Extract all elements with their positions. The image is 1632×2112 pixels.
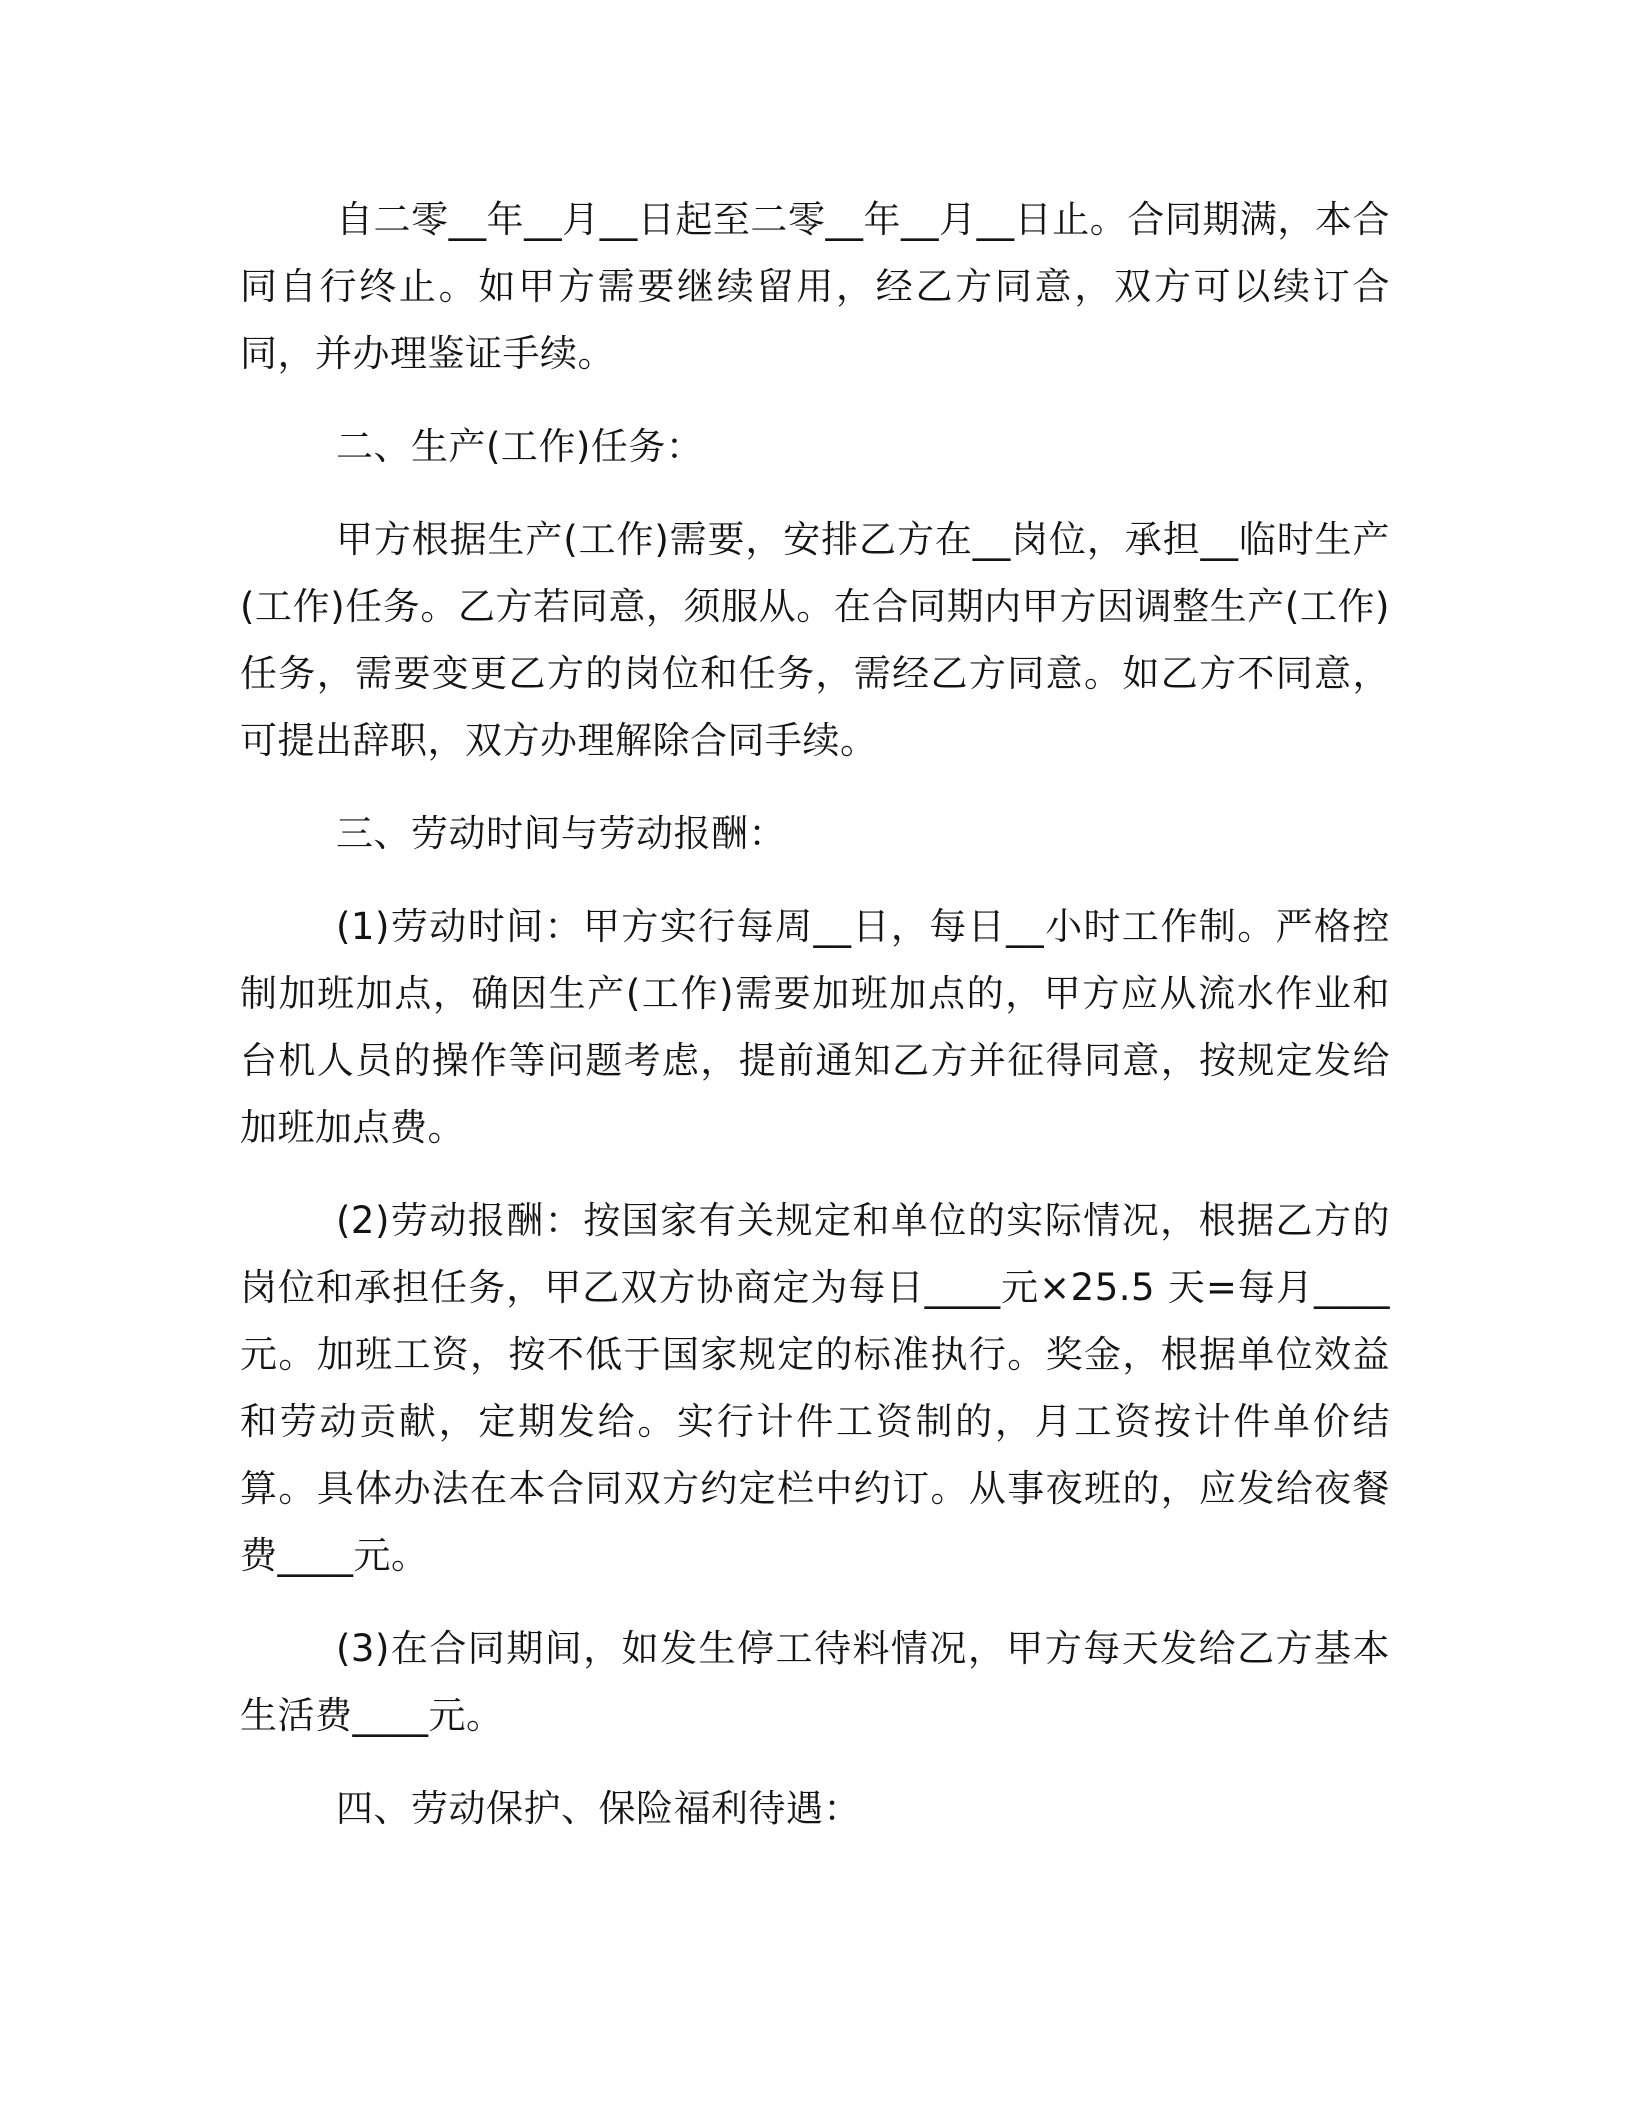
section-heading-labor-protection: 四、劳动保护、保险福利待遇： [336, 1787, 861, 1830]
paragraph-working-hours: (1)劳动时间：甲方实行每周__日，每日__小时工作制。严格控制加班加点，确因生产(工作)需要加班加点的，甲方应从流水作业和台机人员的操作等问题考虑，提前通知乙方并征得同意，按规定发给加班加点费。 [240, 905, 1390, 1149]
paragraph-production-tasks: 甲方根据生产(工作)需要，安排乙方在__岗位，承担__临时生产(工作)任务。乙方若同意，须服从。在合同期内甲方因调整生产(工作)任务，需要变更乙方的岗位和任务，需经乙方同意。如乙方不同意，可提出辞职，双方办理解除合同手续。 [240, 518, 1390, 762]
paragraph-remuneration: (2)劳动报酬：按国家有关规定和单位的实际情况，根据乙方的岗位和承担任务，甲乙双方协商定为每日____元×25.5 天=每月____元。加班工资，按不低于国家规定的标准执行。奖金，根据单位效益和劳动贡献，定期发给。实行计件工资制的，月工资按计件单价结算。具体办法在本合同双方约定栏中约订。从事夜班的，应发给夜餐费____元。 [240, 1199, 1390, 1577]
document-body [240, 186, 1390, 1868]
section-heading-production-tasks: 二、生产(工作)任务： [336, 425, 704, 468]
section-heading-working-hours-pay: 三、劳动时间与劳动报酬： [336, 812, 786, 855]
paragraph-work-stoppage: (3)在合同期间，如发生停工待料情况，甲方每天发给乙方基本生活费____元。 [240, 1627, 1390, 1737]
paragraph-contract-term: 自二零__年__月__日起至二零__年__月__日止。合同期满，本合同自行终止。如甲方需要继续留用，经乙方同意，双方可以续订合同，并办理鉴证手续。 [240, 198, 1390, 375]
